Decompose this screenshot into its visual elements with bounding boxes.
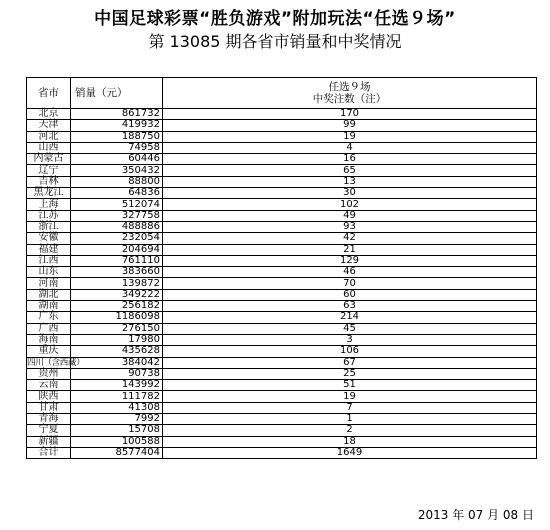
cell-province: 浙江 [27,221,71,232]
cell-wins: 99 [163,120,537,131]
cell-sales: 861732 [71,109,163,120]
table-row [27,425,537,436]
cell-sales: 232054 [71,233,163,244]
cell-wins: 13 [163,176,537,187]
cell-province: 河北 [27,131,71,142]
cell-sales: 761110 [71,255,163,266]
table-row [27,176,537,187]
cell-province: 陕西 [27,391,71,402]
cell-province: 江西 [27,255,71,266]
cell-sales: 8577404 [71,447,163,458]
cell-wins: 1649 [163,447,537,458]
cell-sales: 17980 [71,334,163,345]
cell-sales: 512074 [71,199,163,210]
table-row [27,267,537,278]
cell-wins: 214 [163,312,537,323]
cell-province: 河南 [27,278,71,289]
cell-province: 海南 [27,334,71,345]
table-row [27,301,537,312]
cell-wins: 25 [163,368,537,379]
table-row [27,312,537,323]
cell-province: 甘肃 [27,402,71,413]
cell-sales: 111782 [71,391,163,402]
cell-wins: 19 [163,391,537,402]
cell-province: 吉林 [27,176,71,187]
column-header-province: 省市 [27,78,71,109]
table-row [27,357,537,368]
cell-sales: 88800 [71,176,163,187]
cell-wins: 63 [163,301,537,312]
table-row [27,244,537,255]
cell-sales: 350432 [71,165,163,176]
cell-wins: 45 [163,323,537,334]
cell-sales: 7992 [71,414,163,425]
cell-wins: 18 [163,436,537,447]
cell-province: 福建 [27,244,71,255]
cell-province: 山东 [27,267,71,278]
table-row [27,414,537,425]
table-header [27,78,537,109]
cell-province: 上海 [27,199,71,210]
cell-province: 新疆 [27,436,71,447]
column-header-wins [163,78,537,109]
table-row [27,120,537,131]
table-row [27,346,537,357]
table-row [27,391,537,402]
cell-wins: 70 [163,278,537,289]
cell-sales: 60446 [71,154,163,165]
cell-wins: 30 [163,188,537,199]
table-row [27,278,537,289]
cell-wins: 42 [163,233,537,244]
table-row [27,142,537,153]
cell-wins: 170 [163,109,537,120]
cell-sales: 419932 [71,120,163,131]
table-row [27,255,537,266]
cell-wins: 60 [163,289,537,300]
cell-sales: 143992 [71,380,163,391]
cell-province: 天津 [27,120,71,131]
cell-wins: 102 [163,199,537,210]
cell-sales: 383660 [71,267,163,278]
table-row [27,109,537,120]
table-row [27,199,537,210]
column-header-sales: 销量（元） [71,78,163,109]
cell-wins: 4 [163,142,537,153]
table-row [27,436,537,447]
table-body [27,109,537,459]
cell-province: 贵州 [27,368,71,379]
page-subtitle: 第 13085 期各省市销量和中奖情况 [148,32,402,51]
cell-province: 安徽 [27,233,71,244]
cell-sales: 256182 [71,301,163,312]
cell-province: 内蒙古 [27,154,71,165]
cell-wins: 65 [163,165,537,176]
table-row [27,368,537,379]
cell-wins: 3 [163,334,537,345]
cell-province: 江苏 [27,210,71,221]
table-row [27,165,537,176]
cell-wins: 16 [163,154,537,165]
table-row [27,289,537,300]
table-row [27,233,537,244]
cell-province: 重庆 [27,346,71,357]
table-row [27,154,537,165]
cell-sales: 488886 [71,221,163,232]
table-row [27,323,537,334]
header-row [27,78,537,109]
table-row [27,380,537,391]
cell-province: 辽宁 [27,165,71,176]
cell-province: 北京 [27,109,71,120]
cell-wins: 19 [163,131,537,142]
cell-wins: 51 [163,380,537,391]
cell-sales: 90738 [71,368,163,379]
column-header-wins-line2: 中奖注数（注） [312,93,387,105]
cell-wins: 67 [163,357,537,368]
cell-province: 宁夏 [27,425,71,436]
sales-table [26,77,537,459]
cell-sales: 204694 [71,244,163,255]
table-row [27,447,537,458]
cell-wins: 7 [163,402,537,413]
cell-province: 广西 [27,323,71,334]
page-title: 中国足球彩票“胜负游戏”附加玩法“任选９场” [94,9,456,29]
table-row [27,131,537,142]
cell-sales: 327758 [71,210,163,221]
cell-sales: 349222 [71,289,163,300]
cell-wins: 1 [163,414,537,425]
cell-sales: 1186098 [71,312,163,323]
table-row [27,402,537,413]
cell-province: 青海 [27,414,71,425]
cell-wins: 129 [163,255,537,266]
cell-province: 湖南 [27,301,71,312]
cell-sales: 139872 [71,278,163,289]
cell-sales: 100588 [71,436,163,447]
cell-province: 广东 [27,312,71,323]
report-date: 2013 年 07 月 08 日 [417,508,534,522]
cell-sales: 188750 [71,131,163,142]
cell-sales: 15708 [71,425,163,436]
cell-wins: 106 [163,346,537,357]
cell-sales: 276150 [71,323,163,334]
cell-wins: 93 [163,221,537,232]
cell-wins: 21 [163,244,537,255]
cell-sales: 41308 [71,402,163,413]
cell-province: 云南 [27,380,71,391]
table-row [27,188,537,199]
table-row [27,334,537,345]
table-row [27,221,537,232]
cell-province: 合计 [27,447,71,458]
table-row [27,210,537,221]
cell-wins: 49 [163,210,537,221]
cell-wins: 46 [163,267,537,278]
cell-sales: 435628 [71,346,163,357]
cell-province: 山西 [27,142,71,153]
cell-wins: 2 [163,425,537,436]
cell-sales: 384042 [71,357,163,368]
cell-province: 湖北 [27,289,71,300]
cell-sales: 74958 [71,142,163,153]
cell-province: 黑龙江 [27,188,71,199]
cell-province: 四川（含西藏） [27,357,85,368]
cell-sales: 64836 [71,188,163,199]
column-header-wins-line1: 任选９场 [328,81,371,93]
